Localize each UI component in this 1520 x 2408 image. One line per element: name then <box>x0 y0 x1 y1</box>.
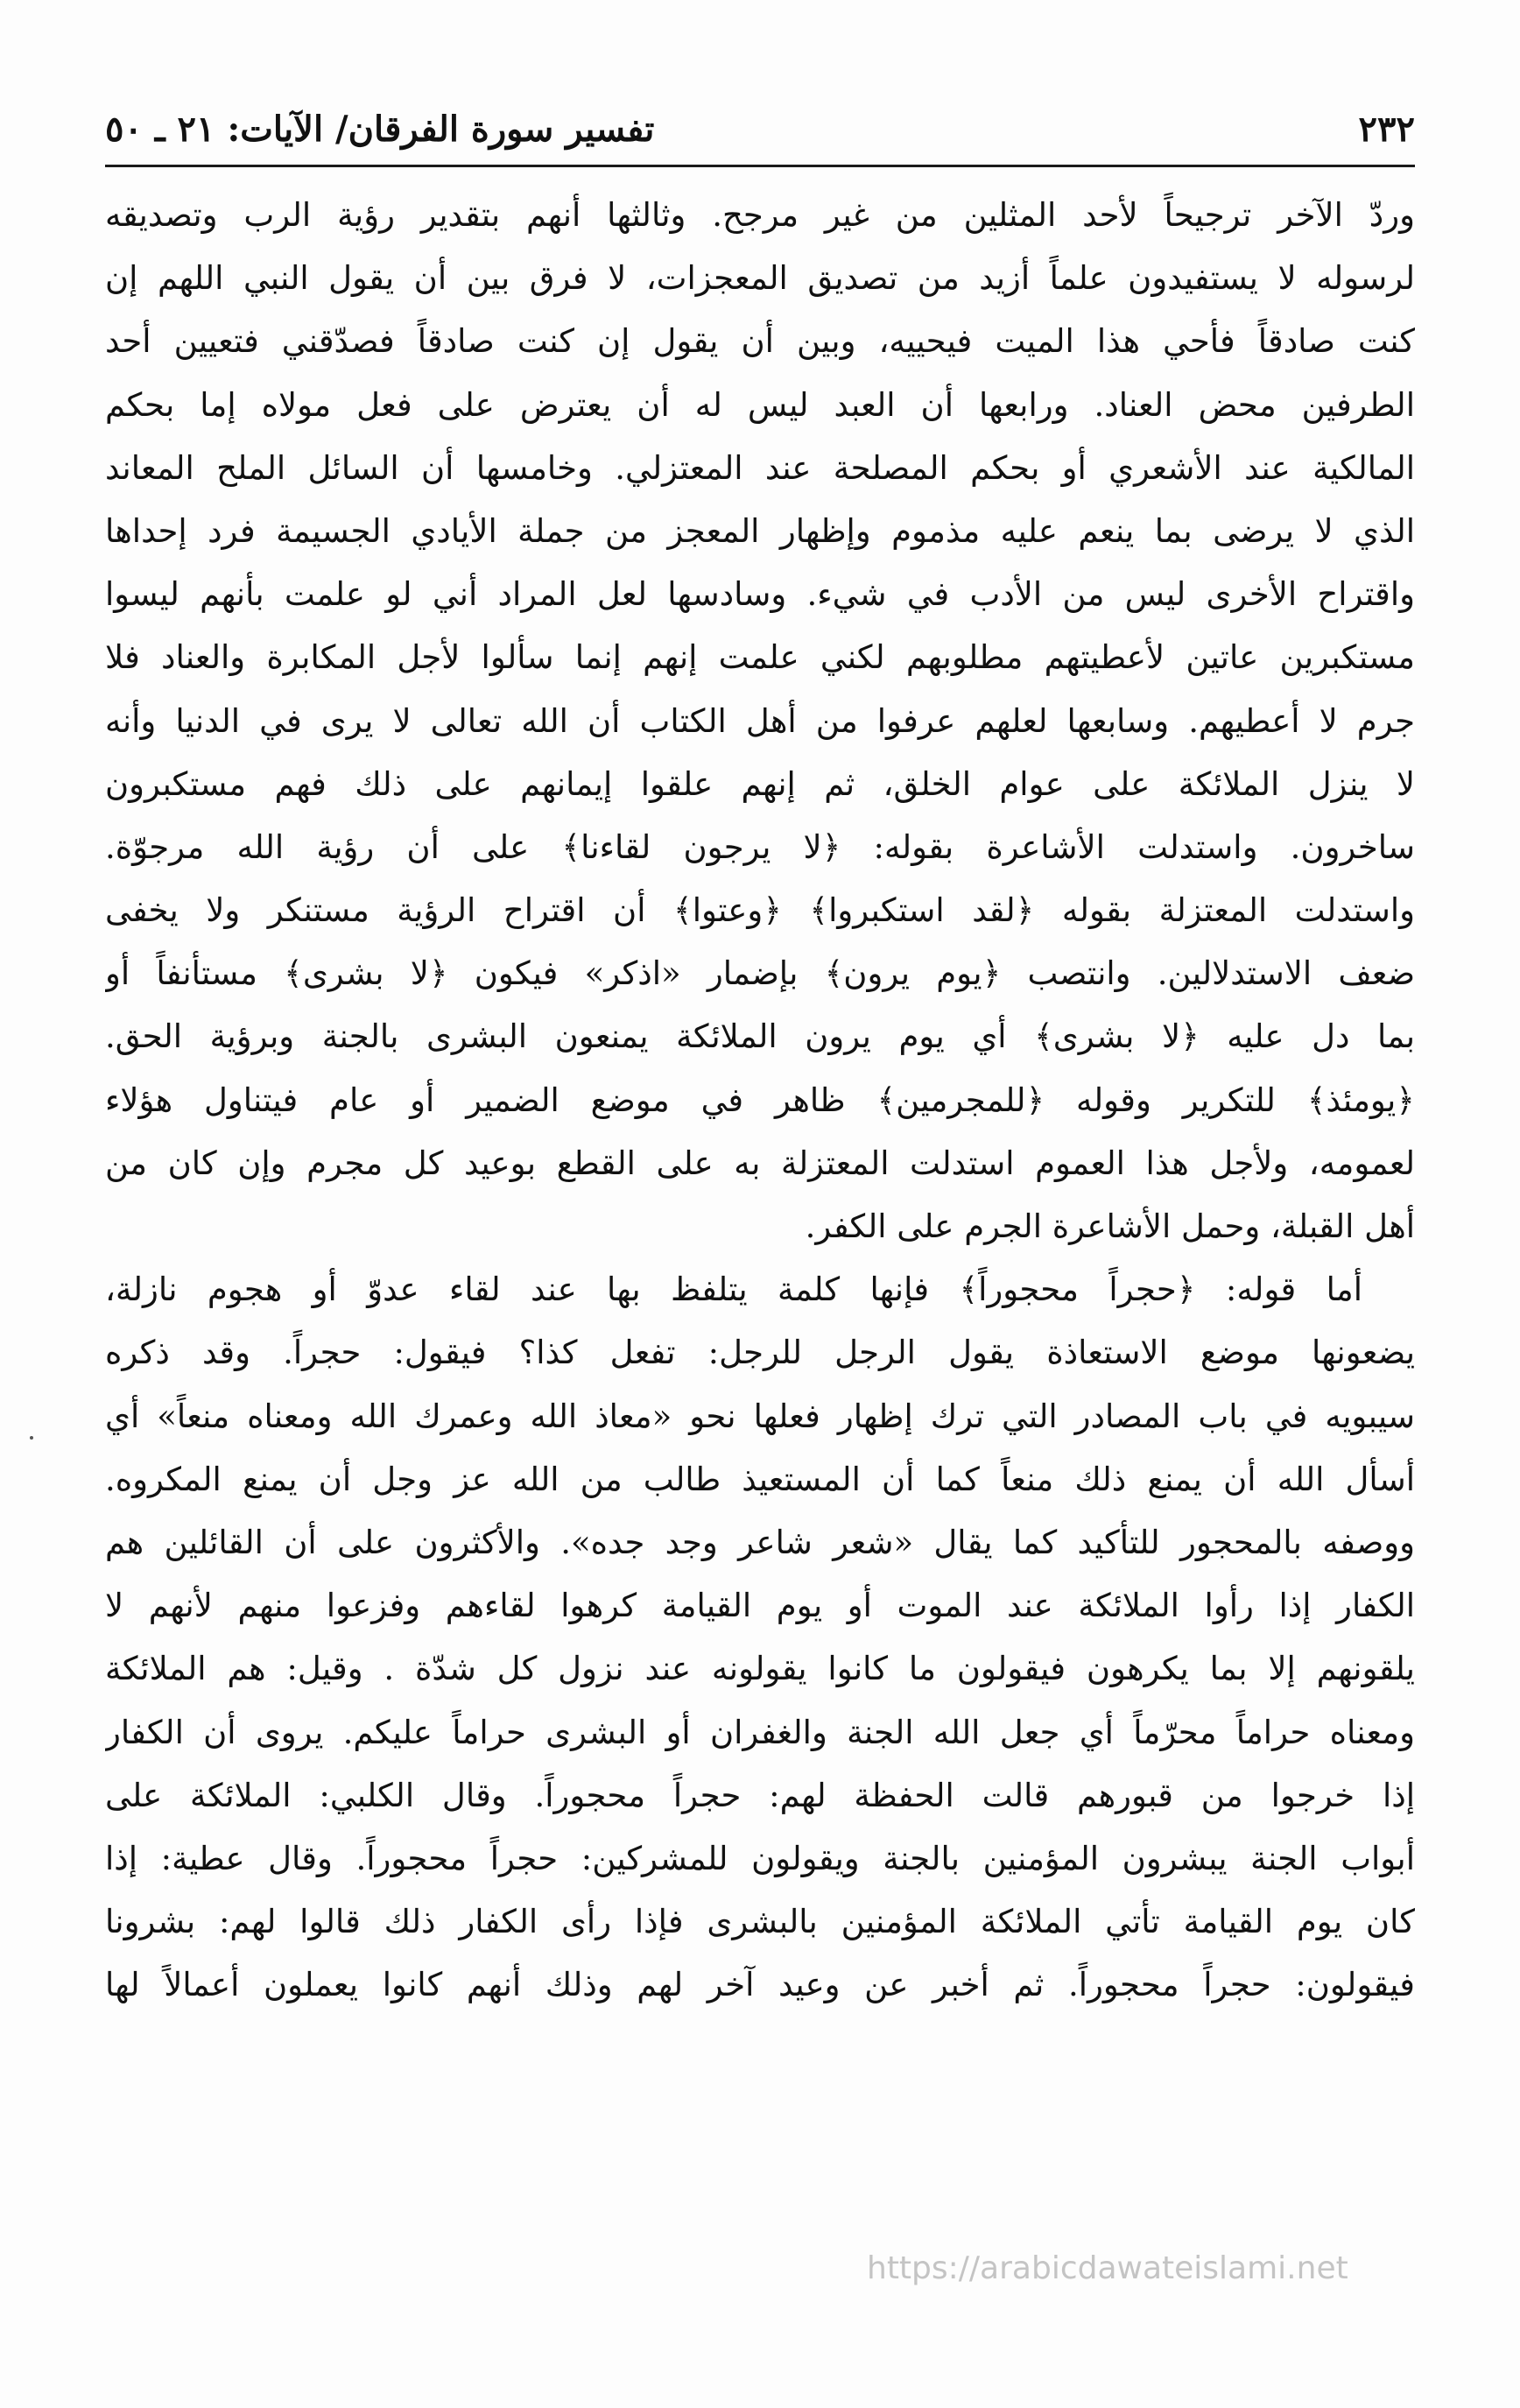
text-line: يضعونها موضع الاستعاذة يقول الرجل للرجل: تفعل كذا؟ فيقول: حجراً. وقد ذكره <box>105 1334 1415 1372</box>
header-rule <box>105 165 1415 167</box>
text-line: بما دل عليه ﴿لا بشرى﴾ أي يوم يرون الملائكة يمنعون البشرى بالجنة وبرؤية الحق. <box>105 1017 1415 1056</box>
page-number: ٢٣٢ <box>1358 109 1415 150</box>
text-line: لا ينزل الملائكة على عوام الخلق، ثم إنهم علقوا إيمانهم على ذلك فهم مستكبرون <box>105 764 1415 803</box>
watermark-url: https://arabicdawateislami.net <box>867 2250 1348 2286</box>
text-line: ومعناه حراماً محرّماً أي جعل الله الجنة والغفران أو البشرى حراماً عليكم. يروى أن الكفار <box>105 1713 1415 1751</box>
text-line: أسأل الله أن يمنع ذلك منعاً كما أن المستعيذ طالب من الله عز وجل أن يمنع المكروه. <box>105 1460 1415 1498</box>
paragraph-end-line: أهل القبلة، وحمل الأشاعرة الجرم على الكفر. <box>805 1208 1415 1245</box>
text-line: الطرفين محض العناد. ورابعها أن العبد ليس له أن يعترض على فعل مولاه إما بحكم <box>105 385 1415 424</box>
text-line: لعمومه، ولأجل هذا العموم استدلت المعتزلة به على القطع بوعيد كل مجرم وإن كان من <box>105 1144 1415 1182</box>
text-line: جرم لا أعطيهم. وسابعها لعلهم عرفوا من أهل الكتاب أن الله تعالى لا يرى في الدنيا وأنه <box>105 701 1415 740</box>
text-line: مستكبرين عاتين لأعطيتهم مطلوبهم لكني علمت إنهم إنما سألوا لأجل المكابرة والعناد فلا <box>105 638 1415 677</box>
text-line: سيبويه في باب المصادر التي ترك إظهار فعلها نحو «معاذ الله وعمرك الله ومعناه منعاً» أي <box>105 1397 1415 1435</box>
text-line: ووصفه بالمحجور للتأكيد كما يقال «شعر شاعر وجد جده». والأكثرون على أن القائلين هم <box>105 1523 1415 1561</box>
page-header <box>105 98 1415 159</box>
text-line: فيقولون: حجراً محجوراً. ثم أخبر عن وعيد آخر لهم وذلك أنهم كانوا يعملون أعمالاً لها <box>105 1966 1415 2004</box>
paragraph-start-line: أما قوله: ﴿حجراً محجوراً﴾ فإنها كلمة يتلفظ بها عند لقاء عدوّ أو هجوم نازلة، <box>105 1271 1362 1309</box>
text-line: ساخرون. واستدلت الأشاعرة بقوله: ﴿لا يرجون لقاءنا﴾ على أن رؤية الله مرجوّة. <box>105 827 1415 866</box>
text-line: لرسوله لا يستفيدون علماً أزيد من تصديق المعجزات، لا فرق بين أن يقول النبي اللهم إن <box>105 259 1415 298</box>
margin-dot <box>30 1436 33 1440</box>
text-line: ﴿يومئذ﴾ للتكرير وقوله ﴿للمجرمين﴾ ظاهر في موضع الضمير أو عام فيتناول هؤلاء <box>105 1081 1415 1119</box>
text-line: كان يوم القيامة تأتي الملائكة المؤمنين بالبشرى فإذا رأى الكفار ذلك قالوا لهم: بشرونا <box>105 1903 1415 1941</box>
text-line: وردّ الآخر ترجيحاً لأحد المثلين من غير مرجح. وثالثها أنهم بتقدير رؤية الرب وتصديقه <box>105 196 1415 234</box>
text-line: ضعف الاستدلالين. وانتصب ﴿يوم يرون﴾ بإضمار «اذكر» فيكون ﴿لا بشرى﴾ مستأنفاً أو <box>105 954 1415 993</box>
running-title: تفسير سورة الفرقان/ الآيات: ٢١ ـ ٥٠ <box>105 109 655 150</box>
text-line: إذا خرجوا من قبورهم قالت الحفظة لهم: حجراً محجوراً. وقال الكلبي: الملائكة على <box>105 1776 1415 1814</box>
text-line: يلقونهم إلا بما يكرهون فيقولون ما كانوا يقولونه عند نزول كل شدّة . وقيل: هم الملائكة <box>105 1650 1415 1688</box>
text-line: واستدلت المعتزلة بقوله ﴿لقد استكبروا﴾ ﴿وعتوا﴾ أن اقتراح الرؤية مستنكر ولا يخفى <box>105 891 1415 930</box>
text-line: المالكية عند الأشعري أو بحكم المصلحة عند المعتزلي. وخامسها أن السائل الملح المعاند <box>105 448 1415 487</box>
page-body-text <box>105 184 1415 2017</box>
text-line: كنت صادقاً فأحي هذا الميت فيحييه، وبين أن يقول إن كنت صادقاً فصدّقني فتعيين أحد <box>105 322 1415 361</box>
text-line: الكفار إذا رأوا الملائكة عند الموت أو يوم القيامة كرهوا لقاءهم وفزعوا منهم لأنهم لا <box>105 1587 1415 1625</box>
text-line: أبواب الجنة يبشرون المؤمنين بالجنة ويقولون للمشركين: حجراً محجوراً. وقال عطية: إذا <box>105 1839 1415 1877</box>
text-line: واقتراح الأخرى ليس من الأدب في شيء. وسادسها لعل المراد أني لو علمت بأنهم ليسوا <box>105 575 1415 614</box>
text-line: الذي لا يرضى بما ينعم عليه مذموم وإظهار المعجز من جملة الأيادي الجسيمة فرد إحداها <box>105 511 1415 550</box>
